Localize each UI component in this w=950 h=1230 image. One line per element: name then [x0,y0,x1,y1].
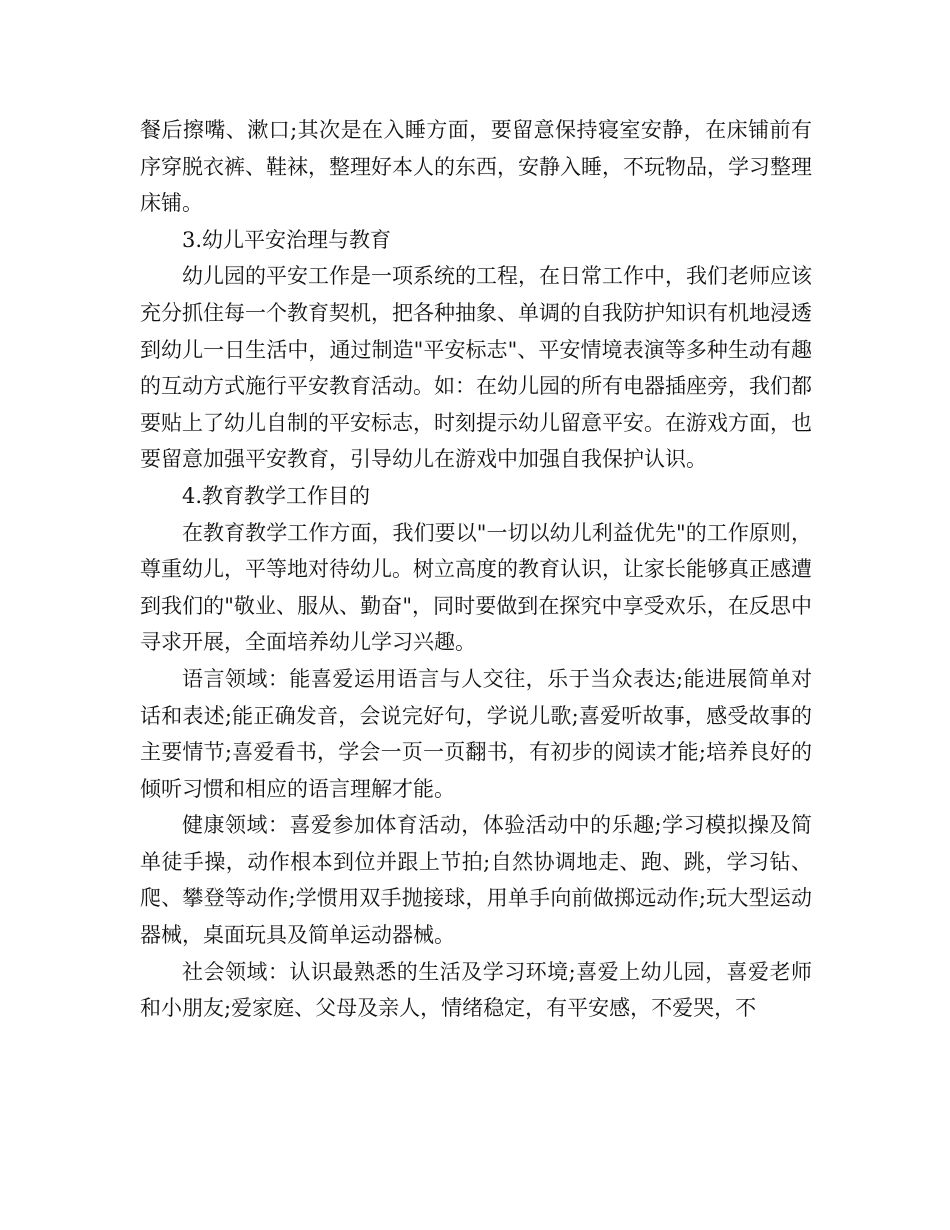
paragraph-social: 社会领域：认识最熟悉的生活及学习环境;喜爱上幼儿园，喜爱老师和小朋友;爱家庭、父母及亲人，情绪稳定，有平安感，不爱哭，不 [140,959,812,1021]
paragraph-teaching: 在教育教学工作方面，我们要以"一切以幼儿利益优先"的工作原则，尊重幼儿，平等地对待幼儿。树立高度的教育认识，让家长能够真正感遭到我们的"敬业、服从、勤奋"，同时要做到在探究中享受欢乐，在反思中寻求开展，全面培养幼儿学习兴趣。 [140,520,812,655]
document-body [140,112,812,1027]
section-heading-4: 4.教育教学工作目的 [182,483,371,508]
paragraph-safety: 幼儿园的平安工作是一项系统的工程，在日常工作中，我们老师应该充分抓住每一个教育契机，把各种抽象、单调的自我防护知识有机地浸透到幼儿一日生活中，通过制造"平安标志"、平安情境表演等多种生动有趣的互动方式施行平安教育活动。如：在幼儿园的所有电器插座旁，我们都要贴上了幼儿自制的平安标志，时刻提示幼儿留意平安。在游戏方面，也要留意加强平安教育，引导幼儿在游戏中加强自我保护认识。 [140,264,812,472]
paragraph-continuation: 餐后擦嘴、漱口;其次是在入睡方面，要留意保持寝室安静，在床铺前有序穿脱衣裤、鞋袜，整理好本人的东西，安静入睡，不玩物品，学习整理床铺。 [140,118,812,216]
paragraph-language: 语言领域：能喜爱运用语言与人交往，乐于当众表达;能进展简单对话和表述;能正确发音，会说完好句，学说儿歌;喜爱听故事，感受故事的主要情节;喜爱看书，学会一页一页翻书，有初步的阅读才能;培养良好的倾听习惯和相应的语言理解才能。 [140,666,812,801]
section-heading-3: 3.幼儿平安治理与教育 [182,227,392,252]
paragraph-health: 健康领域：喜爱参加体育活动，体验活动中的乐趣;学习模拟操及简单徒手操，动作根本到位并跟上节拍;自然协调地走、跑、跳，学习钻、爬、攀登等动作;学惯用双手抛接球，用单手向前做掷远动作;玩大型运动器械，桌面玩具及简单运动器械。 [140,813,812,948]
